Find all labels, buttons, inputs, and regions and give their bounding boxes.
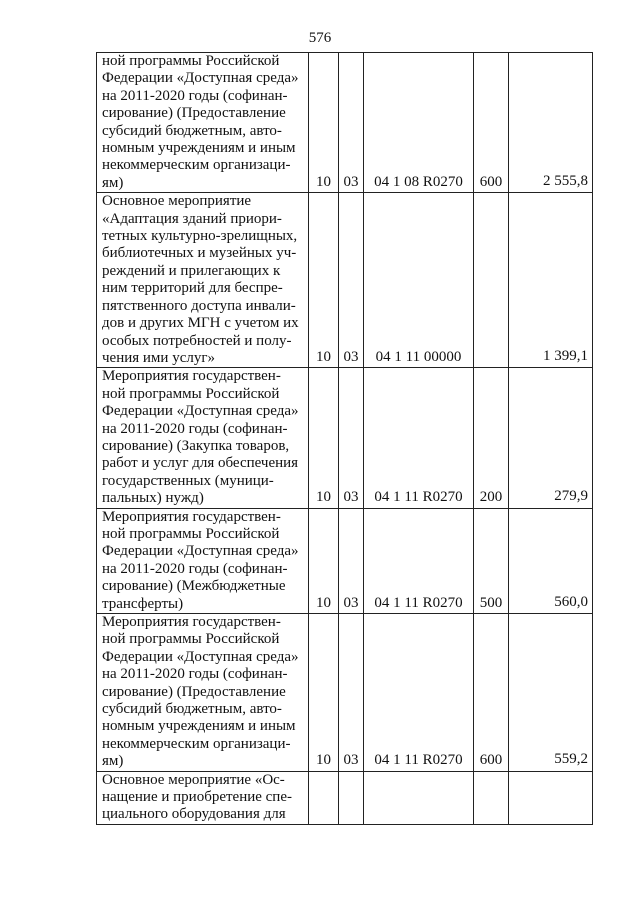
target-article-code: 04 1 08 R0270 [364,53,474,193]
amount [509,771,593,824]
section-code: 10 [309,614,339,772]
table-row [97,614,593,772]
expense-type-code: 600 [474,53,509,193]
amount: 2 555,8 [509,53,593,193]
amount: 560,0 [509,508,593,613]
row-description: Основное мероприятие «Адаптация зданий приори- тетных культурно-зрелищных, библиотечных и музейных уч- реждений и прилегающих к ним территорий для беспре- пятственного доступа инвали- дов и других МГН с учетом их особых потребностей и полу- чения ими услуг» [97,193,309,368]
subsection-code: 03 [339,193,364,368]
target-article-code: 04 1 11 R0270 [364,368,474,508]
section-code: 10 [309,53,339,193]
amount: 1 399,1 [509,193,593,368]
table-row [97,53,593,193]
expense-type-code [474,193,509,368]
amount: 279,9 [509,368,593,508]
target-article-code [364,771,474,824]
table-row [97,368,593,508]
expense-type-code: 200 [474,368,509,508]
target-article-code: 04 1 11 R0270 [364,614,474,772]
expense-type-code: 500 [474,508,509,613]
row-description: Основное мероприятие «Ос- нащение и приобретение спе- циального оборудования для [97,771,309,824]
section-code [309,771,339,824]
subsection-code: 03 [339,614,364,772]
row-description: ной программы Российской Федерации «Доступная среда» на 2011-2020 годы (софинан- сирование) (Предоставление субсидий бюджетным, авто- номным учреждениям и иным некоммерческим организаци- ям) [97,53,309,193]
subsection-code: 03 [339,53,364,193]
row-description: Мероприятия государствен- ной программы Российской Федерации «Доступная среда» на 2011-2020 годы (софинан- сирование) (Предоставление субсидий бюджетным, авто- номным учреждениям и иным некоммерческим организаци- ям) [97,614,309,772]
subsection-code: 03 [339,508,364,613]
budget-table [96,52,593,825]
row-description: Мероприятия государствен- ной программы Российской Федерации «Доступная среда» на 2011-2020 годы (софинан- сирование) (Закупка товаров, работ и услуг для обеспечения государственных (муници- пальных) нужд) [97,368,309,508]
subsection-code [339,771,364,824]
section-code: 10 [309,368,339,508]
section-code: 10 [309,508,339,613]
row-description: Мероприятия государствен- ной программы Российской Федерации «Доступная среда» на 2011-2020 годы (софинан- сирование) (Межбюджетные трансферты) [97,508,309,613]
expense-type-code [474,771,509,824]
expense-type-code: 600 [474,614,509,772]
target-article-code: 04 1 11 00000 [364,193,474,368]
target-article-code: 04 1 11 R0270 [364,508,474,613]
amount: 559,2 [509,614,593,772]
table-row [97,193,593,368]
subsection-code: 03 [339,368,364,508]
table-row [97,508,593,613]
page-number: 576 [308,30,332,46]
section-code: 10 [309,193,339,368]
table-row [97,771,593,824]
